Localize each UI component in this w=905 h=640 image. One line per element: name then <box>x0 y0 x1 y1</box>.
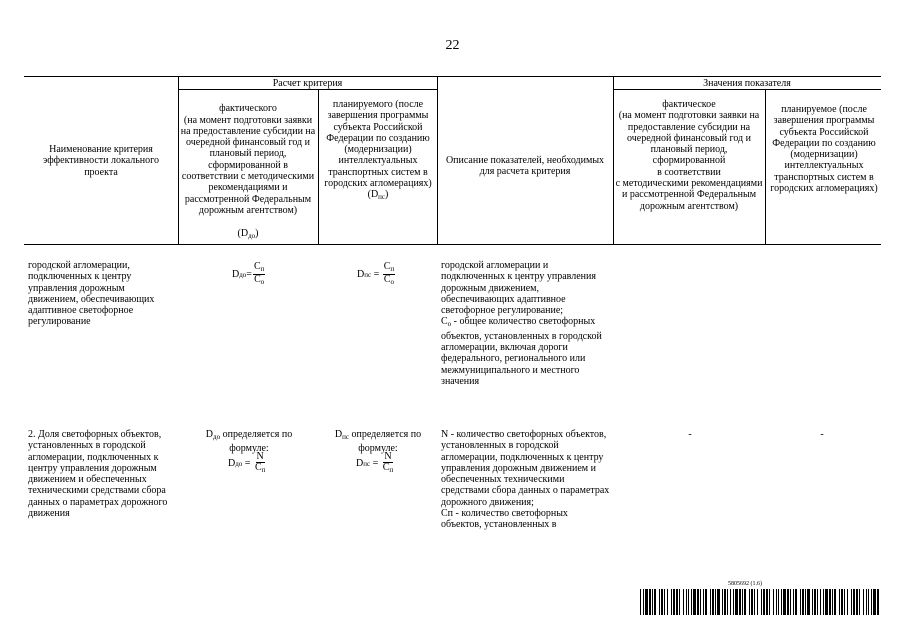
barcode-bar <box>697 589 699 615</box>
table-divider <box>178 76 179 244</box>
barcode-bar <box>664 589 665 615</box>
barcode-bar <box>769 589 770 615</box>
row2-plan-value: - <box>820 429 824 440</box>
row2-fact-value: - <box>688 429 692 440</box>
row2-fact-formula: D до = $\frac{N}{C_п}$ <box>228 451 266 474</box>
barcode-bar <box>781 589 782 615</box>
page-number: 22 <box>445 38 460 53</box>
fact-calc-header-text: фактического (на момент подготовки заявки на предоставление субсидии на очередной финансовый год и плановый период, сформированной в соответствии с методическими рекомендациями и рассмотренной Федеральным дорожным агентством) <box>180 103 316 216</box>
barcode-bar <box>679 589 680 615</box>
barcode-bar <box>820 589 821 615</box>
barcode-bar <box>700 589 701 615</box>
barcode-image <box>640 589 882 615</box>
barcode-bar <box>839 589 840 615</box>
description-header: Описание показателей, необходимых для расчета критерия <box>445 155 605 178</box>
barcode-bar <box>829 589 831 615</box>
barcode-bar <box>863 589 864 615</box>
barcode-bar <box>652 589 653 615</box>
calc-group-header: Расчет критерия <box>272 78 343 89</box>
barcode-bar <box>683 589 684 615</box>
barcode-bar <box>841 589 843 615</box>
barcode-bar <box>773 589 774 615</box>
barcode-bar <box>676 589 678 615</box>
barcode-bar <box>793 589 794 615</box>
barcode-bar <box>859 589 860 615</box>
barcode-bar <box>851 589 852 615</box>
barcode-bar <box>661 589 663 615</box>
barcode-bar <box>763 589 765 615</box>
barcode-bar <box>733 589 734 615</box>
barcode-bar <box>710 589 711 615</box>
barcode-bar <box>703 589 704 615</box>
barcode-bar <box>834 589 836 615</box>
barcode-bar <box>812 589 813 615</box>
plan-calc-symbol: $(D_{пс})$ <box>367 189 389 202</box>
barcode-bar <box>776 589 777 615</box>
barcode-bar <box>742 589 743 615</box>
barcode-bar <box>847 589 848 615</box>
barcode-bar <box>717 589 720 615</box>
row2-fact-intro: $D_{до}$ определяется по формуле: <box>205 429 293 455</box>
barcode-bar <box>715 589 716 615</box>
barcode-bar <box>722 589 723 615</box>
barcode-bar <box>712 589 714 615</box>
plan-calc-header <box>320 99 436 204</box>
barcode-bar <box>825 589 828 615</box>
fact-value-header: фактическое (на момент подготовки заявки на предоставление субсидии на очередной финансовый год и плановый период, сформированной в соответствии с методическими рекомендациями и рассмотренной Федеральным дорожным агентством) <box>615 99 763 212</box>
row2-plan-formula: D пс = $\frac{N}{C_п}$ <box>356 451 394 474</box>
barcode-bar <box>730 589 731 615</box>
row1-criterion-name: городской агломерации, подключенных к центру управления дорожным движением, обеспечивающих адаптивное светофорное регулирование <box>28 260 155 328</box>
barcode-bar <box>640 589 641 615</box>
barcode-bar <box>873 589 876 615</box>
barcode-bar <box>805 589 806 615</box>
row2-description: N - количество светофорных объектов, установленных в городской агломерации, подключенных к центру управления дорожным движением и обеспеченных техническими средствами сбора данных о параметрах дорожного движения; Cп - количество светофорных объектов, установленных в <box>441 429 610 531</box>
barcode-bar <box>856 589 858 615</box>
barcode-bar <box>802 589 804 615</box>
fact-calc-header <box>180 92 316 242</box>
barcode-bar <box>790 589 791 615</box>
barcode-bar <box>649 589 651 615</box>
barcode-bar <box>787 589 789 615</box>
barcode-bar <box>814 589 816 615</box>
table-top-line <box>24 76 881 77</box>
plan-value-header: планируемое (после завершения программы субъекта Российской Федерации по созданию (модернизации) интеллектуальных транспортных систем в городских агломерациях) <box>770 104 878 195</box>
barcode-bar <box>832 589 833 615</box>
barcode-bar <box>871 589 872 615</box>
barcode-bar <box>844 589 845 615</box>
header-bottom-line <box>24 244 881 245</box>
barcode-bar <box>868 589 869 615</box>
barcode-bar <box>659 589 660 615</box>
row2-criterion-name: 2. Доля светофорных объектов, установленных в городской агломерации, подключенных к центру управления дорожным движением и обеспеченных техническими средствами сбора данных о параметрах дорожного движения <box>28 429 168 520</box>
barcode-bar <box>853 589 855 615</box>
barcode-bar <box>866 589 867 615</box>
fact-calc-symbol: $(D_{до})$ <box>237 227 259 240</box>
barcode-bar <box>667 589 668 615</box>
row1-fact-formula: D до = $\frac{C_п}{C_о}$ <box>232 261 265 286</box>
row1-plan-formula: D пс = $\frac{C_п}{C_о}$ <box>357 261 395 286</box>
barcode-bar <box>693 589 696 615</box>
row2-plan-intro: $D_{пс}$ определяется по формуле: <box>334 429 422 455</box>
barcode-bar <box>807 589 810 615</box>
barcode-bar <box>705 589 707 615</box>
barcode-bar <box>645 589 648 615</box>
barcode-bar <box>754 589 755 615</box>
values-group-header: Значения показателя <box>703 78 791 89</box>
barcode-bar <box>761 589 762 615</box>
barcode-bar <box>749 589 750 615</box>
barcode-bar <box>795 589 797 615</box>
barcode-bar <box>686 589 687 615</box>
barcode-bar <box>744 589 746 615</box>
barcode-bar <box>751 589 753 615</box>
table-divider <box>437 76 438 244</box>
barcode-bar <box>727 589 728 615</box>
barcode-bar <box>724 589 726 615</box>
criterion-name-header: Наименование критерия эффективности локального проекта <box>43 144 159 178</box>
barcode-bar <box>800 589 801 615</box>
barcode-bar <box>671 589 672 615</box>
barcode-number: 5805692 (1.6) <box>728 581 762 587</box>
barcode-bar <box>735 589 738 615</box>
barcode-bar <box>757 589 758 615</box>
barcode-bar <box>643 589 644 615</box>
barcode-bar <box>877 589 879 615</box>
barcode-bar <box>817 589 818 615</box>
barcode-bar <box>766 589 768 615</box>
barcode-bar <box>823 589 824 615</box>
barcode-bar <box>654 589 656 615</box>
row1-description: городской агломерации и подключенных к центру управления дорожным движением, обеспечивающих адаптивное светофорное регулирование; $C_о$ - общее количество светофорных объектов, установленных в городской агломерации, включая дороги федерального, регионального или межмуниципального и местного значения <box>441 260 602 387</box>
barcode-bar <box>778 589 779 615</box>
table-divider <box>318 89 319 244</box>
table-divider <box>765 89 766 244</box>
barcode-bar <box>673 589 675 615</box>
barcode-bar <box>691 589 692 615</box>
barcode-bar <box>783 589 786 615</box>
plan-calc-header-text: планируемого (после завершения программы субъекта Российской Федерации по созданию (модернизации) интеллектуальных транспортных систем в городских агломерациях) <box>324 99 432 190</box>
barcode-bar <box>688 589 689 615</box>
table-divider <box>613 76 614 244</box>
barcode-bar <box>739 589 741 615</box>
